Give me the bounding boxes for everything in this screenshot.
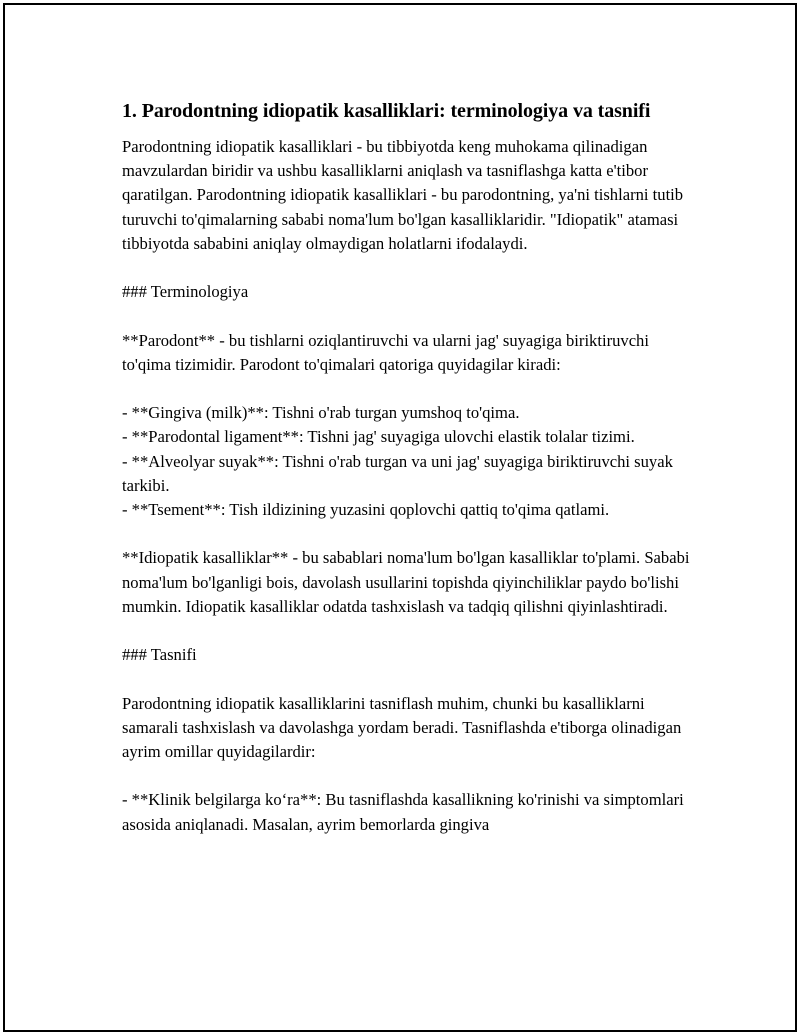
idiopathic-definition: **Idiopatik kasalliklar** - bu sabablari noma'lum bo'lgan kasalliklar to'plami. Sababi noma'lum bo'lganligi bois, davolash usullarini topishda qiyinchiliklar paydo bo'lishi mumkin. Idiopatik kasalliklar odatda tashxislash va tadqiq qilishni qiyinlashtiradi. [122,548,690,616]
list-item-clinical-signs: - **Klinik belgilarga ko‘ra**: Bu tasniflashda kasallikning ko'rinishi va simptomlari asosida aniqlanadi. Masalan, ayrim bemorlarda gingiva [122,790,684,834]
document-heading: 1. Parodontning idiopatik kasalliklari: terminologiya va tasnifi [122,100,651,122]
intro-paragraph: Parodontning idiopatik kasalliklari - bu tibbiyotda keng muhokama qilinadigan mavzulardan biridir va ushbu kasalliklarni aniqlash va tasniflashga katta e'tibor qaratilgan. Parodontning idiopatik kasalliklari - bu parodontning, ya'ni tishlarni tutib turuvchi to'qimalarning sababi noma'lum bo'lgan kasalliklaridir. "Idiopatik" atamasi tibbiyotda sababini aniqlay olmaydigan holatlarni ifodalaydi. [122,137,684,253]
paragraph-gap [122,764,702,788]
paragraph-gap [122,256,702,280]
paragraph-gap [122,377,702,401]
paragraph-gap [122,304,702,328]
list-item-cement: - **Tsement**: Tish ildizining yuzasini qoplovchi qattiq to'qima qatlami. [122,500,610,519]
document-body [122,97,702,837]
paragraph-gap [122,667,702,691]
paragraph-gap [122,619,702,643]
terminology-heading: ### Terminologiya [122,282,249,302]
list-item-ligament: - **Parodontal ligament**: Tishni jag' suyagiga ulovchi elastik tolalar tizimi. [122,427,635,447]
paragraph-gap [122,522,702,546]
parodont-definition: **Parodont** - bu tishlarni oziqlantiruvchi va ularni jag' suyagiga biriktiruvchi to'qima tizimidir. Parodont to'qimalari qatoriga quyidagilar kiradi: [122,330,649,374]
list-item-alveolar-bone: - **Alveolyar suyak**: Tishni o'rab turgan va uni jag' suyagiga biriktiruvchi suyak tarkibi. [122,451,673,495]
classification-heading: ### Tasnifi [122,645,197,665]
classification-intro: Parodontning idiopatik kasalliklarini tasniflash muhim, chunki bu kasalliklarni samarali tashxislash va davolashga yordam beradi. Tasniflashda e'tiborga olinadigan ayrim omillar quyidagilardir: [122,693,682,761]
list-item-gingiva: - **Gingiva (milk)**: Tishni o'rab turgan yumshoq to'qima. [122,403,520,423]
page-frame [3,3,797,1032]
